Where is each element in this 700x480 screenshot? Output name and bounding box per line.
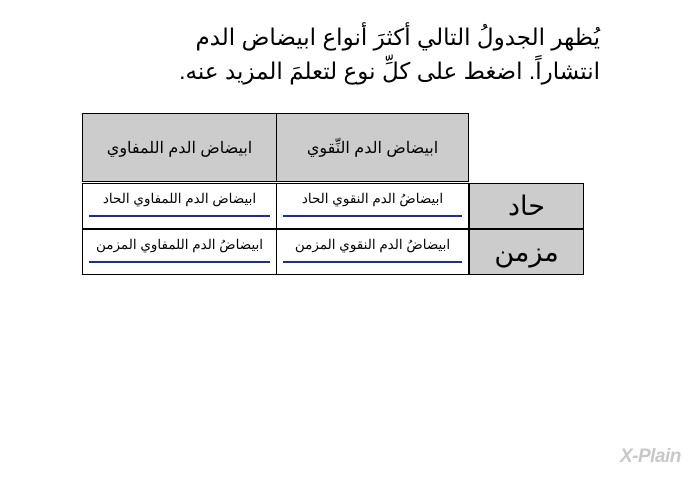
link-underline	[283, 261, 462, 263]
link-label[interactable]: ابيضاضُ الدم النقوي المزمن	[294, 237, 451, 252]
link-label[interactable]: ابيضاضُ الدم اللمفاوي المزمن	[95, 237, 264, 252]
header-myeloid: ابيضاض الدم النِّقوي	[276, 113, 469, 182]
intro-text	[40, 20, 600, 88]
link-chronic-myeloid[interactable]	[276, 229, 469, 275]
row-label-chronic: مزمن	[469, 229, 584, 275]
link-underline	[283, 215, 462, 217]
intro-line-1: يُظهر الجدولُ التالي أكثرَ أنواع ابيضاض الدم	[195, 24, 600, 50]
link-chronic-lymphocytic[interactable]	[82, 229, 277, 275]
link-label[interactable]: ابيضاضُ الدم النقوي الحاد	[301, 191, 444, 206]
link-acute-lymphocytic[interactable]	[82, 183, 277, 229]
link-underline	[89, 261, 270, 263]
link-label[interactable]: ابيضاض الدم اللمفاوي الحاد	[102, 191, 257, 206]
link-underline	[89, 215, 270, 217]
row-label-acute: حاد	[469, 183, 584, 229]
xplain-logo: X-Plain	[620, 446, 681, 467]
intro-line-2: انتشاراً. اضغط على كلِّ نوع لتعلمَ المزيد عنه.	[179, 58, 600, 84]
link-acute-myeloid[interactable]	[276, 183, 469, 229]
header-lymphocytic: ابيضاض الدم اللمفاوي	[82, 113, 277, 182]
